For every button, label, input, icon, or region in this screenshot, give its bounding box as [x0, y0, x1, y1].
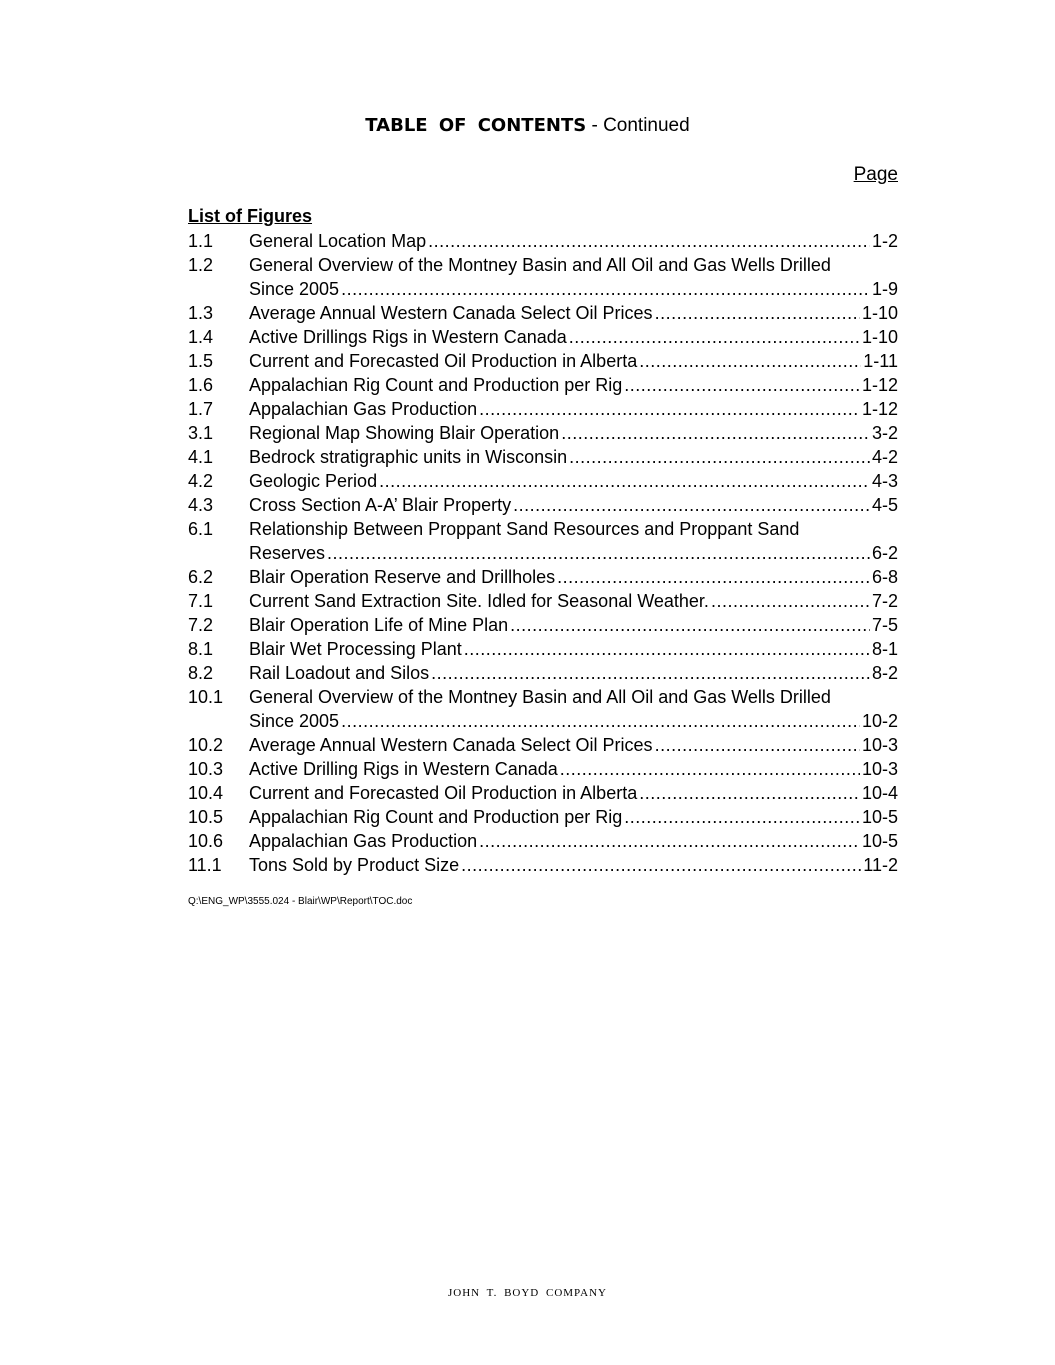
dot-leader: [569, 445, 870, 469]
figure-number: 1.3: [188, 303, 214, 323]
figure-number: 7.2: [188, 615, 214, 635]
figure-number: 10.6: [188, 831, 224, 851]
toc-entry: [188, 757, 898, 781]
dot-leader: [341, 277, 870, 301]
figure-title: Geologic Period: [249, 471, 378, 491]
dot-leader: [513, 493, 870, 517]
toc-entry: [188, 781, 898, 805]
title-suffix: - Continued: [586, 115, 690, 136]
figure-title: Blair Operation Reserve and Drillholes: [249, 567, 556, 587]
figure-title: Regional Map Showing Blair Operation: [249, 423, 560, 443]
dot-leader: [655, 301, 860, 325]
figure-page: 1-9: [871, 279, 898, 299]
figure-number: 4.1: [188, 447, 214, 467]
file-path: Q:\ENG_WP\3555.024 - Blair\WP\Report\TOC.doc: [188, 896, 413, 907]
figure-page: 1-11: [863, 351, 898, 371]
figure-title: Rail Loadout and Silos: [249, 663, 430, 683]
figure-number: 4.3: [188, 495, 214, 515]
figure-number: 7.1: [188, 591, 214, 611]
dot-leader: [639, 781, 860, 805]
dot-leader: [464, 637, 870, 661]
figure-title: Since 2005: [249, 279, 340, 299]
figure-title: Current Sand Extraction Site. Idled for Seasonal Weather.: [249, 591, 709, 611]
dot-leader: [624, 373, 860, 397]
figure-number: 1.6: [188, 375, 214, 395]
dot-leader: [557, 565, 870, 589]
toc-entry: [188, 661, 898, 685]
figure-page: 1-12: [861, 399, 898, 419]
toc-entry: [188, 589, 898, 613]
title-main: TABLE OF CONTENTS: [365, 115, 587, 136]
figure-list: [188, 229, 898, 877]
figure-number: 1.7: [188, 399, 214, 419]
toc-entry: [188, 325, 898, 349]
dot-leader: [624, 805, 860, 829]
figure-title-line1: General Overview of the Montney Basin and All Oil and Gas Wells Drilled: [249, 687, 831, 707]
figure-page: 10-4: [861, 783, 898, 803]
figure-title: Cross Section A-A’ Blair Property: [249, 495, 512, 515]
figure-title: Average Annual Western Canada Select Oil Prices: [249, 735, 653, 755]
figure-page: 6-2: [871, 543, 898, 563]
figure-title-line1: Relationship Between Proppant Sand Resources and Proppant Sand: [249, 519, 800, 539]
figure-title: Current and Forecasted Oil Production in Alberta: [249, 351, 638, 371]
figure-page: 10-3: [861, 735, 898, 755]
dot-leader: [461, 853, 861, 877]
toc-entry: [188, 829, 898, 853]
figure-page: 10-2: [861, 711, 898, 731]
dot-leader: [560, 757, 860, 781]
dot-leader: [341, 709, 860, 733]
dot-leader: [479, 397, 860, 421]
dot-leader: [569, 325, 860, 349]
figure-page: 8-1: [871, 639, 898, 659]
figure-page: 4-2: [871, 447, 898, 467]
figure-page: 10-5: [861, 831, 898, 851]
toc-entry: [188, 613, 898, 637]
figure-title: Current and Forecasted Oil Production in Alberta: [249, 783, 638, 803]
figure-page: 3-2: [871, 423, 898, 443]
toc-entry: [188, 301, 898, 325]
figure-number: 10.1: [188, 687, 224, 707]
figure-title: Appalachian Rig Count and Production per Rig: [249, 807, 623, 827]
dot-leader: [379, 469, 870, 493]
figure-title: Appalachian Gas Production: [249, 399, 478, 419]
toc-entry: [188, 469, 898, 493]
figure-number: 3.1: [188, 423, 214, 443]
figure-number: 11.1: [188, 855, 222, 875]
figure-title: Blair Operation Life of Mine Plan: [249, 615, 509, 635]
figure-title: Active Drilling Rigs in Western Canada: [249, 759, 558, 779]
section-title: List of Figures: [188, 206, 313, 226]
toc-entry: [188, 733, 898, 757]
dot-leader: [639, 349, 861, 373]
figure-page: 4-3: [871, 471, 898, 491]
figure-page: 1-12: [861, 375, 898, 395]
figure-title: Bedrock stratigraphic units in Wisconsin: [249, 447, 568, 467]
figure-number: 6.1: [188, 519, 214, 539]
toc-entry: [188, 253, 898, 301]
toc-entry: [188, 685, 898, 733]
toc-entry: [188, 421, 898, 445]
toc-entry: [188, 349, 898, 373]
footer-company: JOHN T. BOYD COMPANY: [448, 1287, 607, 1299]
dot-leader: [561, 421, 870, 445]
figure-number: 8.1: [188, 639, 214, 659]
figure-title-line1: General Overview of the Montney Basin and All Oil and Gas Wells Drilled: [249, 255, 831, 275]
figure-number: 4.2: [188, 471, 214, 491]
figure-number: 1.4: [188, 327, 214, 347]
figure-page: 1-10: [861, 303, 898, 323]
figure-title: General Location Map: [249, 231, 427, 251]
figure-title: Blair Wet Processing Plant: [249, 639, 462, 659]
figure-page: 10-5: [861, 807, 898, 827]
figure-page: 10-3: [861, 759, 898, 779]
toc-entry: [188, 517, 898, 565]
dot-leader: [711, 589, 870, 613]
figure-title: Active Drillings Rigs in Western Canada: [249, 327, 567, 347]
toc-entry: [188, 445, 898, 469]
figure-number: 1.5: [188, 351, 214, 371]
figure-number: 10.2: [188, 735, 224, 755]
toc-entry: [188, 853, 898, 877]
figure-page: 7-5: [871, 615, 898, 635]
figure-page: 1-10: [861, 327, 898, 347]
figure-number: 8.2: [188, 663, 214, 683]
figure-page: 1-2: [871, 231, 898, 251]
toc-entry: [188, 229, 898, 253]
toc-entry: [188, 805, 898, 829]
figure-page: 4-5: [871, 495, 898, 515]
page-title: [0, 115, 1055, 137]
figure-title: Appalachian Gas Production: [249, 831, 478, 851]
figure-title: Since 2005: [249, 711, 340, 731]
dot-leader: [510, 613, 870, 637]
toc-entry: [188, 493, 898, 517]
toc-entry: [188, 397, 898, 421]
figure-page: 6-8: [871, 567, 898, 587]
dot-leader: [428, 229, 870, 253]
figure-number: 6.2: [188, 567, 214, 587]
figure-title: Average Annual Western Canada Select Oil Prices: [249, 303, 653, 323]
toc-entry: [188, 373, 898, 397]
figure-number: 10.3: [188, 759, 224, 779]
figure-number: 1.2: [188, 255, 214, 275]
dot-leader: [479, 829, 860, 853]
figure-page: 8-2: [871, 663, 898, 683]
dot-leader: [327, 541, 870, 565]
figure-number: 10.4: [188, 783, 224, 803]
figure-number: 10.5: [188, 807, 224, 827]
page-column-header: Page: [853, 164, 898, 185]
figure-title: Appalachian Rig Count and Production per Rig: [249, 375, 623, 395]
figure-page: 7-2: [871, 591, 898, 611]
figure-number: 1.1: [188, 231, 214, 251]
toc-entry: [188, 637, 898, 661]
dot-leader: [655, 733, 860, 757]
figure-page: 11-2: [863, 855, 898, 875]
figure-title: Reserves: [249, 543, 326, 563]
toc-entry: [188, 565, 898, 589]
dot-leader: [431, 661, 870, 685]
figure-title: Tons Sold by Product Size: [249, 855, 460, 875]
